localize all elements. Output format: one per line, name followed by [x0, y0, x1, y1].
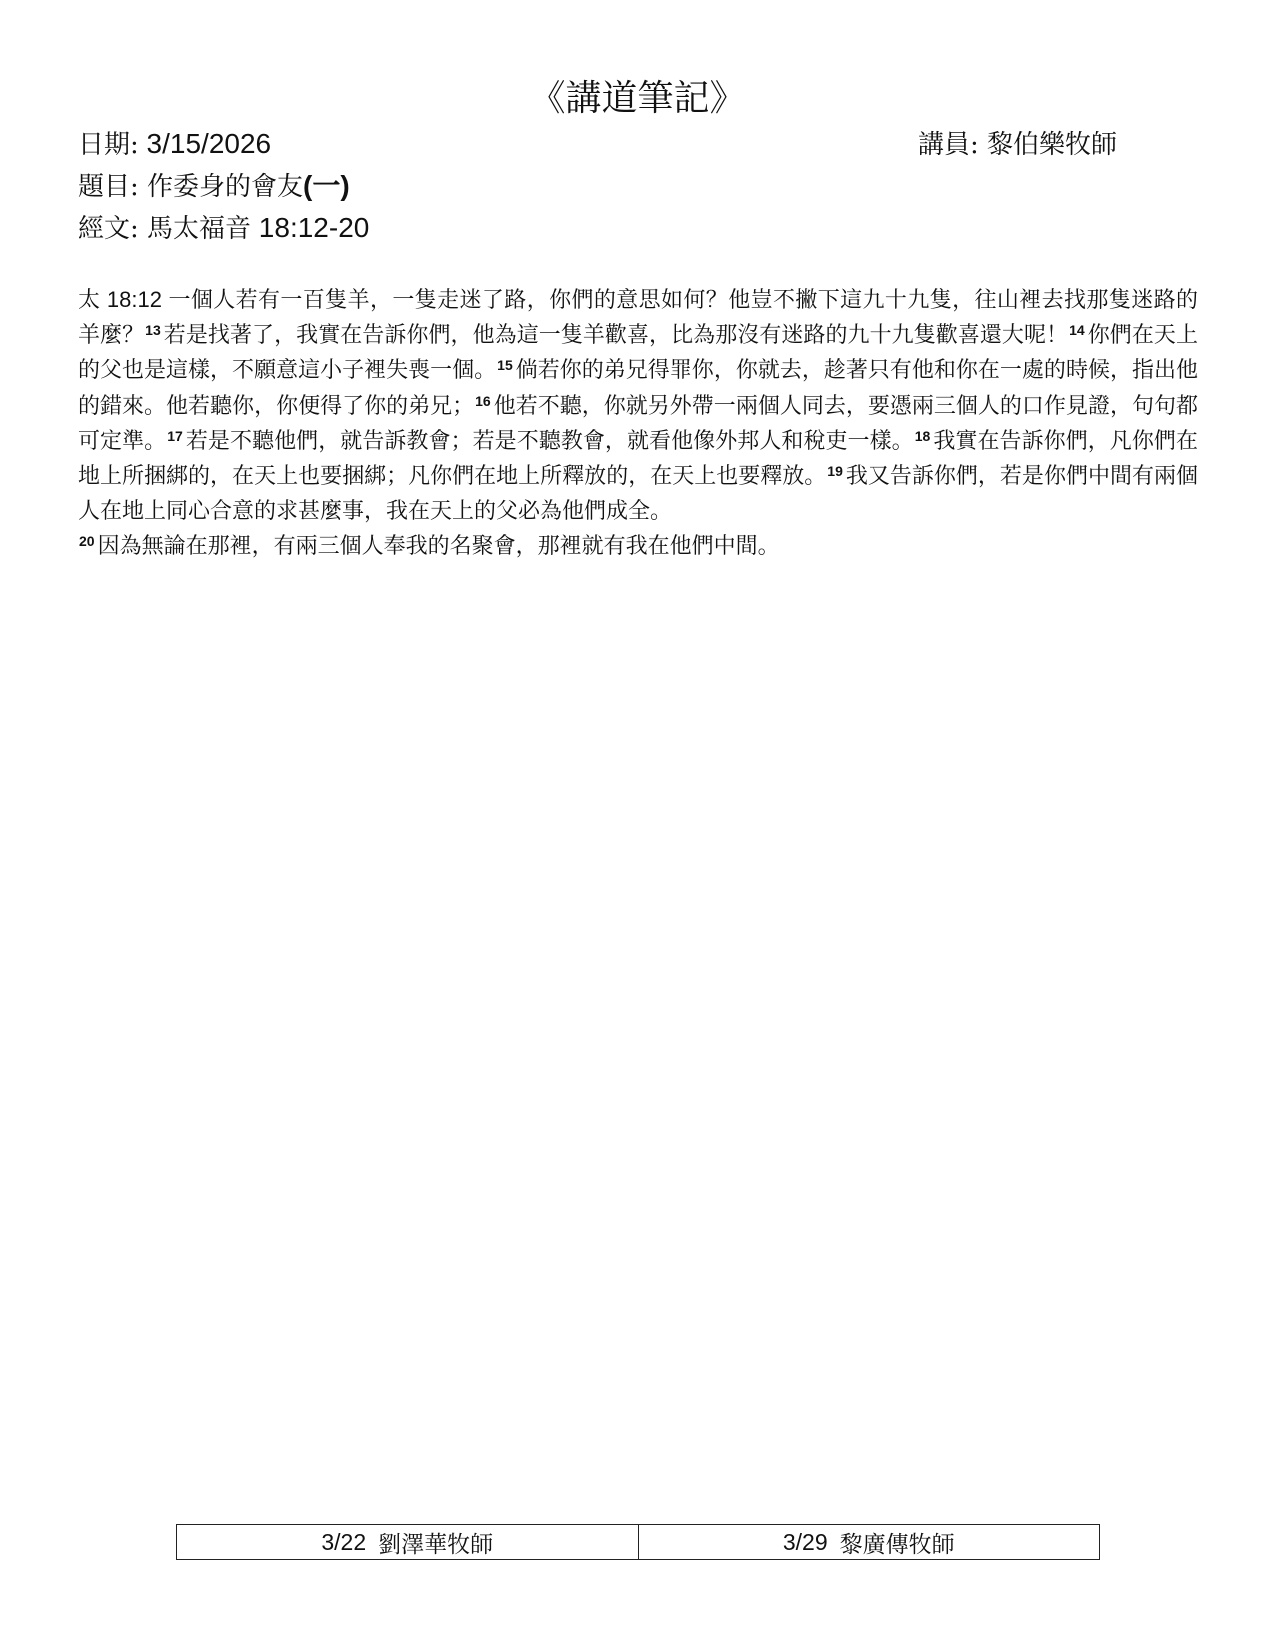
- verse-14: 你們在天上的父也是這樣，不願意這小子裡失喪一個。: [78, 323, 1198, 384]
- topic-line: [78, 166, 350, 207]
- upcoming-speakers-table: [176, 1524, 1100, 1560]
- verse-20: 因為無論在那裡，有兩三個人奉我的名聚會，那裡就有我在他們中間。: [97, 534, 780, 560]
- verse-number-14: 14: [1069, 322, 1085, 339]
- verse-number-16: 16: [475, 392, 491, 409]
- verse-12: 一個人若有一百隻羊，一隻走迷了路，你們的意思如何？他豈不撇下這九十九隻，往山裡去找那隻迷路的羊麼？: [78, 288, 1198, 349]
- schedule-speaker: 黎廣傳牧師: [839, 1531, 955, 1558]
- topic-label: 題目:: [78, 172, 139, 202]
- scripture-book: 馬太福音: [138, 214, 252, 244]
- passage-reference: 太 18:12: [78, 287, 169, 312]
- schedule-date: 3/22: [321, 1528, 367, 1555]
- schedule-cell: [638, 1525, 1100, 1559]
- verse-17: 若是不聽他們，就告訴教會；若是不聽教會，就看他像外邦人和稅吏一樣。: [185, 428, 914, 454]
- schedule-date: 3/29: [782, 1528, 828, 1555]
- date-value: 3/15/2026: [138, 128, 272, 159]
- scripture-line: [78, 208, 369, 249]
- speaker-line: [918, 124, 1117, 165]
- page-title: 《講道筆記》: [529, 78, 746, 119]
- speaker-label: 講員:: [918, 130, 979, 160]
- verse-15: 倘若你的弟兄得罪你，你就去，趁著只有他和你在一處的時候，指出他的錯來。他若聽你，你便得了你的弟兄；: [78, 358, 1198, 419]
- verse-13: 若是找著了，我實在告訴你們，他為這一隻羊歡喜，比為那沒有迷路的九十九隻歡喜還大呢！: [163, 323, 1069, 349]
- speaker-value: 黎伯樂牧師: [978, 130, 1118, 160]
- date-line: [78, 124, 271, 165]
- scripture-label: 經文:: [78, 214, 139, 244]
- schedule-cell: [177, 1525, 638, 1559]
- schedule-speaker: 劉澤華牧師: [378, 1531, 494, 1558]
- verse-16: 他若不聽，你就另外帶一兩個人同去，要憑兩三個人的口作見證，句句都可定準。: [78, 393, 1198, 454]
- verse-19: 我又告訴你們，若是你們中間有兩個人在地上同心合意的求甚麼事，我在天上的父必為他們成全。: [78, 464, 1198, 525]
- verse-18: 我實在告訴你們，凡你們在地上所捆綁的，在天上也要捆綁；凡你們在地上所釋放的，在天上也要釋放。: [78, 428, 1198, 490]
- verse-number-18: 18: [914, 427, 931, 444]
- topic-value: 作委身的會友: [138, 172, 304, 202]
- scripture-passage: [78, 282, 1198, 565]
- verse-number-19: 19: [827, 463, 843, 480]
- topic-suffix: (一): [303, 170, 350, 201]
- verse-number-17: 17: [167, 427, 183, 444]
- verse-number-20: 20: [79, 533, 95, 550]
- verse-number-13: 13: [145, 322, 161, 339]
- verse-number-15: 15: [497, 357, 513, 374]
- scripture-ref: 18:12-20: [251, 212, 370, 243]
- date-label: 日期:: [78, 130, 139, 160]
